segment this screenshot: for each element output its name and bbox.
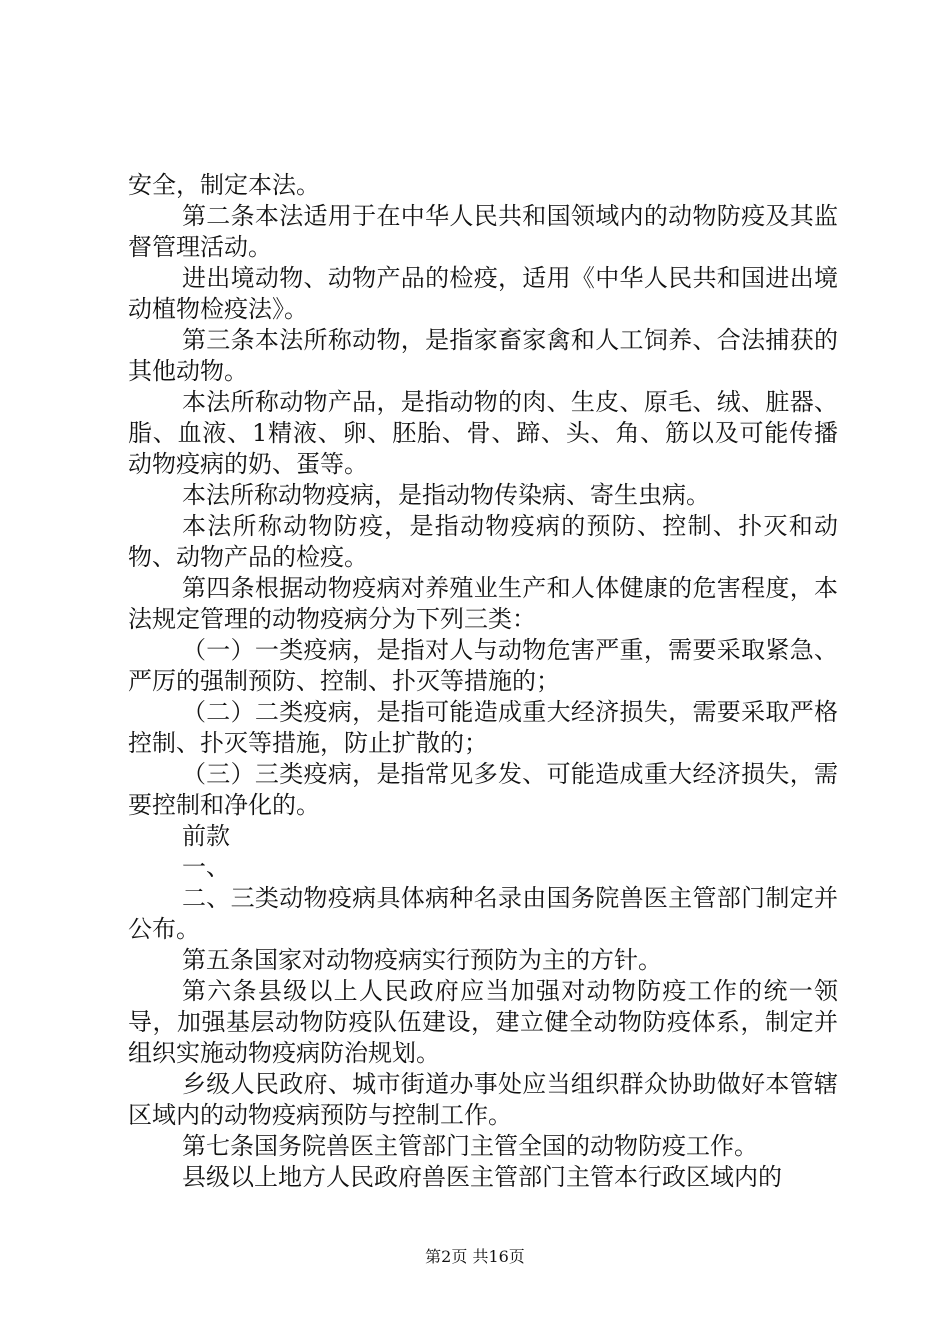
page-footer: 第2页 共16页 bbox=[425, 1247, 525, 1266]
paragraph: （三）三类疫病，是指常见多发、可能造成重大经济损失，需要控制和净化的。 bbox=[128, 760, 838, 819]
paragraph: 进出境动物、动物产品的检疫，适用《中华人民共和国进出境动植物检疫法》。 bbox=[128, 264, 838, 323]
paragraph: 一、 bbox=[182, 853, 230, 881]
paragraph: 二、三类动物疫病具体病种名录由国务院兽医主管部门制定并公布。 bbox=[128, 884, 838, 943]
paragraph: 第七条国务院兽医主管部门主管全国的动物防疫工作。 bbox=[182, 1132, 758, 1160]
document-body bbox=[128, 170, 838, 1193]
paragraph: 安全，制定本法。 bbox=[128, 171, 320, 199]
paragraph: 第四条根据动物疫病对养殖业生产和人体健康的危害程度，本法规定管理的动物疫病分为下列三类： bbox=[128, 574, 838, 633]
paragraph: 前款 bbox=[182, 822, 230, 850]
paragraph: 第二条本法适用于在中华人民共和国领域内的动物防疫及其监督管理活动。 bbox=[128, 202, 838, 261]
paragraph: 第六条县级以上人民政府应当加强对动物防疫工作的统一领导，加强基层动物防疫队伍建设，建立健全动物防疫体系，制定并组织实施动物疫病防治规划。 bbox=[128, 977, 838, 1067]
paragraph: 本法所称动物防疫，是指动物疫病的预防、控制、扑灭和动物、动物产品的检疫。 bbox=[128, 512, 838, 571]
paragraph: （二）二类疫病，是指可能造成重大经济损失，需要采取严格控制、扑灭等措施，防止扩散的； bbox=[128, 698, 838, 757]
paragraph: 县级以上地方人民政府兽医主管部门主管本行政区域内的 bbox=[182, 1163, 782, 1191]
paragraph: （一）一类疫病，是指对人与动物危害严重，需要采取紧急、严厉的强制预防、控制、扑灭等措施的； bbox=[128, 636, 838, 695]
paragraph: 乡级人民政府、城市街道办事处应当组织群众协助做好本管辖区域内的动物疫病预防与控制工作。 bbox=[128, 1070, 838, 1129]
paragraph: 本法所称动物疫病，是指动物传染病、寄生虫病。 bbox=[182, 481, 710, 509]
paragraph: 第五条国家对动物疫病实行预防为主的方针。 bbox=[182, 946, 662, 974]
paragraph: 第三条本法所称动物，是指家畜家禽和人工饲养、合法捕获的其他动物。 bbox=[128, 326, 838, 385]
paragraph: 本法所称动物产品，是指动物的肉、生皮、原毛、绒、脏器、脂、血液、1精液、卵、胚胎、骨、蹄、头、角、筋以及可能传播动物疫病的奶、蛋等。 bbox=[128, 388, 838, 478]
